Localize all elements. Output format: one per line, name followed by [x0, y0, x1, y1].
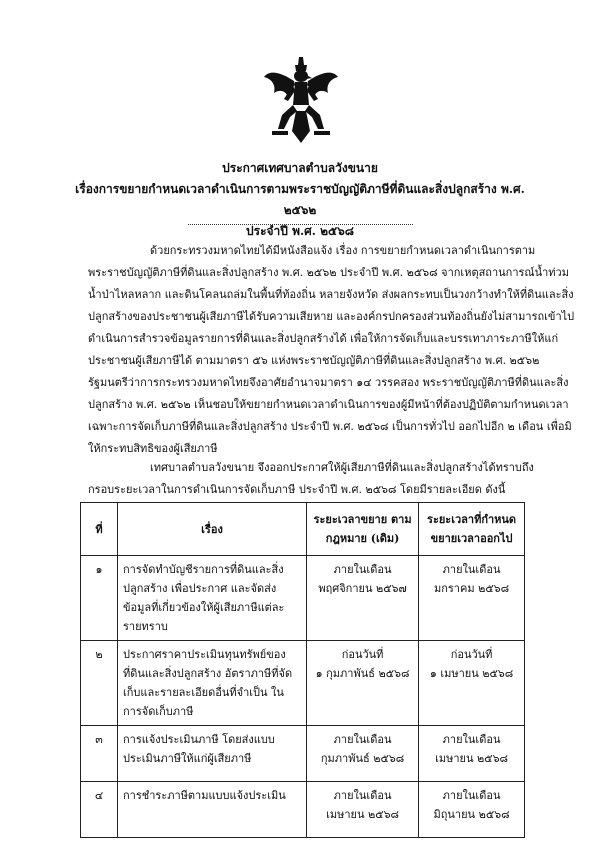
row-topic: การแจ้งประเมินภาษี โดยส่งแบบประเมินภาษีให้แก่ผู้เสียภาษี [118, 726, 307, 782]
heading-subject: เรื่องการขยายกำหนดเวลาดำเนินการตามพระราชบัญญัติภาษีที่ดินและสิ่งปลูกสร้าง พ.ศ. ๒๕๖๒ [75, 182, 525, 217]
row-new-deadline [419, 556, 525, 641]
deadline-prefix: ภายในเดือน [333, 563, 392, 576]
deadline-date: มกราคม ๒๕๖๘ [433, 582, 510, 595]
col-header-old-deadline: ระยะเวลาขยาย ตามกฎหมาย (เดิม) [307, 503, 419, 556]
col-header-new-deadline: ระยะเวลาที่กำหนด ขยายเวลาออกไป [419, 503, 525, 556]
deadline-date: มิถุนายน ๒๕๖๘ [433, 808, 510, 821]
row-old-deadline [307, 726, 419, 782]
row-topic: การชำระภาษีตามแบบแจ้งประเมิน [118, 782, 307, 838]
announcement-heading [60, 158, 540, 242]
row-no: ๔ [81, 782, 118, 838]
deadline-prefix: ภายในเดือน [333, 789, 392, 802]
body-line: ให้กระทบสิทธิของผู้เสียภาษี [88, 442, 218, 455]
body-line: ปลูกสร้างของประชาชนผู้เสียภาษีได้รับความเสียหาย และองค์กรปกครองส่วนท้องถิ่นยังไม่สามารถเข้าไป [88, 310, 575, 323]
col-header-topic: เรื่อง [118, 503, 307, 556]
row-new-deadline [419, 726, 525, 782]
deadline-date: ๑ กุมภาพันธ์ ๒๕๖๘ [315, 667, 410, 680]
heading-issuer: ประกาศเทศบาลตำบลวังขนาย [222, 161, 378, 175]
heading-year: ประจำปี พ.ศ. ๒๕๖๘ [246, 224, 354, 238]
body-line: กรอบระยะเวลาในการดำเนินการจัดเก็บภาษี ประจำปี พ.ศ. ๒๕๖๘ โดยมีรายละเอียด ดังนี้ [88, 483, 506, 496]
row-new-deadline [419, 641, 525, 726]
deadline-date: เมษายน ๒๕๖๘ [435, 752, 509, 765]
col-header-no: ที่ [81, 503, 118, 556]
body-line: ประชาชนผู้เสียภาษีได้ ตามมาตรา ๕๖ แห่งพระราชบัญญัติภาษีที่ดินและสิ่งปลูกสร้าง พ.ศ. ๒๕๖๒ [88, 354, 540, 367]
table-row [81, 782, 525, 838]
dotted-divider [188, 224, 413, 225]
deadline-prefix: ภายในเดือน [442, 733, 501, 746]
row-no: ๑ [81, 556, 118, 641]
deadline-date: ๑ เมษายน ๒๕๖๘ [429, 667, 514, 680]
row-old-deadline [307, 641, 419, 726]
schedule-table [80, 502, 525, 838]
row-topic: ประกาศราคาประเมินทุนทรัพย์ของที่ดินและสิ่งปลูกสร้าง อัตราภาษีที่จัดเก็บและรายละเอียดอื่นที่จำเป็น ในการจัดเก็บภาษี [118, 641, 307, 726]
table-row [81, 726, 525, 782]
row-no: ๒ [81, 641, 118, 726]
body-line: พระราชบัญญัติภาษีที่ดินและสิ่งปลูกสร้าง พ.ศ. ๒๕๖๒ ประจำปี พ.ศ. ๒๕๖๘ จากเหตุสถานการณ์น้ำท่วม [88, 266, 569, 279]
table-row [81, 556, 525, 641]
deadline-prefix: ภายในเดือน [442, 789, 501, 802]
deadline-prefix: ก่อนวันที่ [341, 648, 384, 661]
deadline-date: กุมภาพันธ์ ๒๕๖๘ [320, 752, 405, 765]
body-line: ดำเนินการสำรวจข้อมูลรายการที่ดินและสิ่งปลูกสร้างได้ เพื่อให้การจัดเก็บและบรรเทาภาระภาษีให้แก่ [88, 332, 559, 345]
body-line: เฉพาะการจัดเก็บภาษีที่ดินและสิ่งปลูกสร้าง ประจำปี พ.ศ. ๒๕๖๘ เป็นการทั่วไป ออกไปอีก ๒ เดือน เพื่อมิ [88, 420, 572, 433]
table-row [81, 641, 525, 726]
garuda-emblem-icon [262, 55, 340, 145]
row-old-deadline [307, 782, 419, 838]
body-line: น้ำป่าไหลหลาก และดินโคลนถล่มในพื้นที่ท้องถิ่น หลายจังหวัด ส่งผลกระทบเป็นวงกว้างทำให้ที่ดินและสิ่ง [88, 288, 574, 301]
row-old-deadline [307, 556, 419, 641]
table-header-row [81, 503, 525, 556]
body-line: เทศบาลตำบลวังขนาย จึงออกประกาศให้ผู้เสียภาษีที่ดินและสิ่งปลูกสร้างได้ทราบถึง [150, 461, 534, 474]
deadline-prefix: ภายในเดือน [442, 563, 501, 576]
row-no: ๓ [81, 726, 118, 782]
body-line: ด้วยกระทรวงมหาดไทยได้มีหนังสือแจ้ง เรื่อง การขยายกำหนดเวลาดำเนินการตาม [150, 244, 536, 257]
deadline-prefix: ก่อนวันที่ [450, 648, 493, 661]
body-paragraph-1 [88, 240, 575, 460]
deadline-date: เมษายน ๒๕๖๘ [326, 808, 400, 821]
row-topic: การจัดทำบัญชีรายการที่ดินและสิ่งปลูกสร้าง เพื่อประกาศ และจัดส่งข้อมูลที่เกี่ยวข้องให้ผู้เสียภาษีแต่ละรายทราบ [118, 556, 307, 641]
body-line: ปลูกสร้าง พ.ศ. ๒๕๖๒ เห็นชอบให้ขยายกำหนดเวลาดำเนินการของผู้มีหน้าที่ต้องปฏิบัติตามกำหนดเวลา [88, 398, 569, 411]
body-line: รัฐมนตรีว่าการกระทรวงมหาดไทยจึงอาศัยอำนาจมาตรา ๑๔ วรรคสอง พระราชบัญญัติภาษีที่ดินและสิ่ง [88, 376, 569, 389]
body-paragraph-2 [88, 457, 534, 501]
row-new-deadline [419, 782, 525, 838]
deadline-prefix: ภายในเดือน [333, 733, 392, 746]
deadline-date: พฤศจิกายน ๒๕๖๗ [318, 582, 407, 595]
